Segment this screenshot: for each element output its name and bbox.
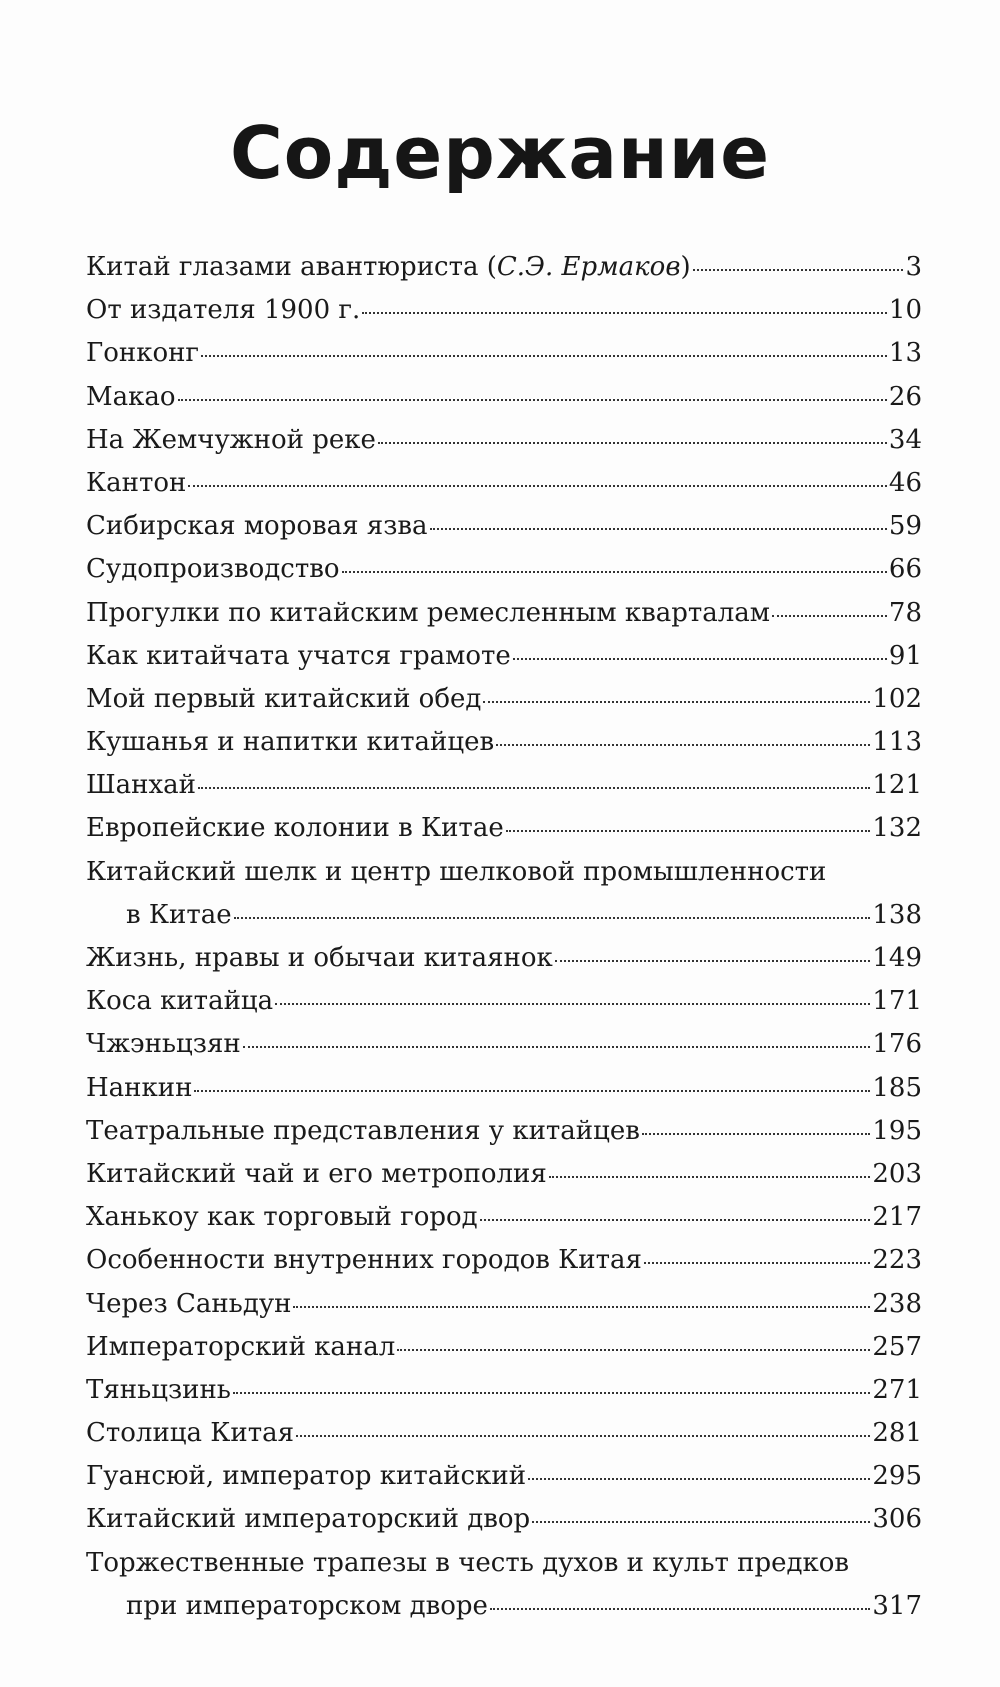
toc-entry xyxy=(86,1023,922,1066)
dot-leader xyxy=(188,462,887,487)
toc-entry-page: 195 xyxy=(872,1115,922,1146)
dot-leader xyxy=(233,1369,870,1394)
toc-entry-page: 59 xyxy=(888,511,922,542)
dot-leader xyxy=(483,678,870,703)
toc-entry xyxy=(86,937,922,980)
toc-entry-page: 271 xyxy=(872,1374,922,1405)
toc-entry-page: 66 xyxy=(888,554,922,585)
dot-leader xyxy=(198,764,870,789)
dot-leader xyxy=(549,1153,871,1178)
toc-entry-page: 185 xyxy=(872,1072,922,1103)
dot-leader xyxy=(194,1067,870,1092)
dot-leader xyxy=(532,1498,870,1523)
toc-entry-title: Европейские колонии в Китае xyxy=(86,813,504,844)
toc-entry-page: 26 xyxy=(888,381,922,412)
toc-entry-title: Особенности внутренних городов Китая xyxy=(86,1245,642,1276)
toc-entry xyxy=(86,1369,922,1412)
toc-entry-title-line2: при императорском дворе xyxy=(126,1590,488,1621)
toc-entry xyxy=(86,505,922,548)
toc-entry xyxy=(86,807,922,850)
toc-entry-title-line2: в Китае xyxy=(126,899,232,930)
toc-entry-title: Кантон xyxy=(86,467,187,498)
toc-entry-title: На Жемчужной реке xyxy=(86,424,376,455)
toc-entry-page: 138 xyxy=(872,899,922,930)
toc-entry xyxy=(86,678,922,721)
dot-leader xyxy=(528,1455,870,1480)
toc-entry-page: 281 xyxy=(872,1418,922,1449)
toc-entry-page: 78 xyxy=(888,597,922,628)
toc-entry-page: 223 xyxy=(872,1245,922,1276)
dot-leader xyxy=(296,1412,870,1437)
dot-leader xyxy=(234,891,871,919)
dot-leader xyxy=(243,1023,871,1048)
toc-entry-title: От издателя 1900 г. xyxy=(86,295,361,326)
dot-leader xyxy=(178,376,887,401)
toc-entry xyxy=(86,764,922,807)
toc-entry xyxy=(86,1412,922,1455)
toc-entry-page: 10 xyxy=(888,295,922,326)
dot-leader xyxy=(506,807,871,832)
toc-entry xyxy=(86,289,922,332)
toc-entry xyxy=(86,419,922,462)
toc-entry xyxy=(86,1110,922,1153)
table-of-contents xyxy=(86,246,922,1628)
toc-entry xyxy=(86,1542,922,1628)
dot-leader xyxy=(293,1283,870,1308)
page-title: Содержание xyxy=(229,111,771,195)
dot-leader xyxy=(490,1582,870,1610)
toc-entry xyxy=(86,1153,922,1196)
toc-entry-title: Китайский императорский двор xyxy=(86,1504,531,1535)
toc-entry xyxy=(86,332,922,375)
dot-leader xyxy=(642,1110,870,1135)
toc-entry-title: Императорский канал xyxy=(86,1331,396,1362)
toc-entry-page: 238 xyxy=(872,1288,922,1319)
toc-entry xyxy=(86,1326,922,1369)
dot-leader xyxy=(430,505,887,530)
dot-leader xyxy=(378,419,887,444)
toc-entry-title: Нанкин xyxy=(86,1072,193,1103)
dot-leader xyxy=(342,548,887,573)
toc-entry-page: 121 xyxy=(872,770,922,801)
dot-leader xyxy=(693,246,904,271)
toc-entry-page: 317 xyxy=(872,1590,922,1621)
toc-entry xyxy=(86,548,922,591)
toc-entry-page: 34 xyxy=(888,424,922,455)
dot-leader xyxy=(397,1326,870,1351)
toc-entry-title: Театральные представления у китайцев xyxy=(86,1115,640,1146)
toc-entry xyxy=(86,462,922,505)
dot-leader xyxy=(772,592,887,617)
toc-entry-page: 102 xyxy=(872,683,922,714)
toc-entry-title: Кушанья и напитки китайцев xyxy=(86,727,495,758)
toc-entry-title: Сибирская моровая язва xyxy=(86,511,428,542)
toc-entry-title: Как китайчата учатся грамоте xyxy=(86,640,511,671)
toc-entry-title: Мой первый китайский обед xyxy=(86,683,482,714)
toc-entry-title: Коса китайца xyxy=(86,986,274,1017)
toc-entry xyxy=(86,1498,922,1541)
toc-entry-title: Чжэньцзян xyxy=(86,1029,241,1060)
toc-entry-title: Гонконг xyxy=(86,338,200,369)
toc-entry-title: Через Саньдун xyxy=(86,1288,292,1319)
toc-entry xyxy=(86,1067,922,1110)
toc-entry xyxy=(86,246,922,289)
toc-entry-title: Макао xyxy=(86,381,176,412)
toc-entry-page: 13 xyxy=(888,338,922,369)
toc-entry-title: Судопроизводство xyxy=(86,554,340,585)
toc-entry-author: С.Э. Ермаков xyxy=(496,252,681,282)
toc-entry-title: Тяньцзинь xyxy=(86,1374,231,1405)
toc-entry xyxy=(86,721,922,764)
toc-entry-page: 46 xyxy=(888,467,922,498)
toc-entry-page: 113 xyxy=(872,727,922,758)
toc-entry-page: 171 xyxy=(872,986,922,1017)
toc-entry-title: Шанхай xyxy=(86,770,196,801)
toc-entry-title: Китайский чай и его метрополия xyxy=(86,1158,547,1189)
toc-entry-title: Жизнь, нравы и обычаи китаянок xyxy=(86,943,553,974)
dot-leader xyxy=(201,332,887,357)
dot-leader xyxy=(513,635,887,660)
toc-entry-page: 176 xyxy=(872,1029,922,1060)
toc-entry xyxy=(86,1283,922,1326)
toc-entry xyxy=(86,376,922,419)
toc-entry xyxy=(86,1239,922,1282)
dot-leader xyxy=(362,289,887,314)
toc-entry-title: Гуансюй, император китайский xyxy=(86,1461,527,1492)
dot-leader xyxy=(275,980,870,1005)
toc-entry-page: 132 xyxy=(872,813,922,844)
toc-entry-title: Прогулки по китайским ремесленным кварталам xyxy=(86,597,771,628)
toc-entry xyxy=(86,1196,922,1239)
dot-leader xyxy=(480,1196,871,1221)
toc-entry-page: 203 xyxy=(872,1158,922,1189)
dot-leader xyxy=(644,1239,870,1264)
toc-entry-page: 149 xyxy=(872,943,922,974)
toc-entry xyxy=(86,635,922,678)
toc-entry-page: 306 xyxy=(872,1504,922,1535)
toc-entry-title-line1: Торжественные трапезы в честь духов и культ предков xyxy=(86,1547,850,1578)
toc-entry-title-line1: Китайский шелк и центр шелковой промышленности xyxy=(86,856,827,887)
toc-entry-page: 3 xyxy=(905,252,922,282)
toc-entry xyxy=(86,1455,922,1498)
toc-entry xyxy=(86,851,922,937)
toc-entry xyxy=(86,592,922,635)
dot-leader xyxy=(555,937,871,962)
toc-entry-title: Китай глазами авантюриста (С.Э. Ермаков) xyxy=(86,252,691,282)
toc-entry-page: 91 xyxy=(888,640,922,671)
toc-entry-title: Столица Китая xyxy=(86,1418,294,1449)
toc-entry-page: 257 xyxy=(872,1331,922,1362)
dot-leader xyxy=(496,721,870,746)
toc-entry-page: 217 xyxy=(872,1202,922,1233)
toc-entry-page: 295 xyxy=(872,1461,922,1492)
toc-entry xyxy=(86,980,922,1023)
toc-entry-title: Ханькоу как торговый город xyxy=(86,1202,478,1233)
